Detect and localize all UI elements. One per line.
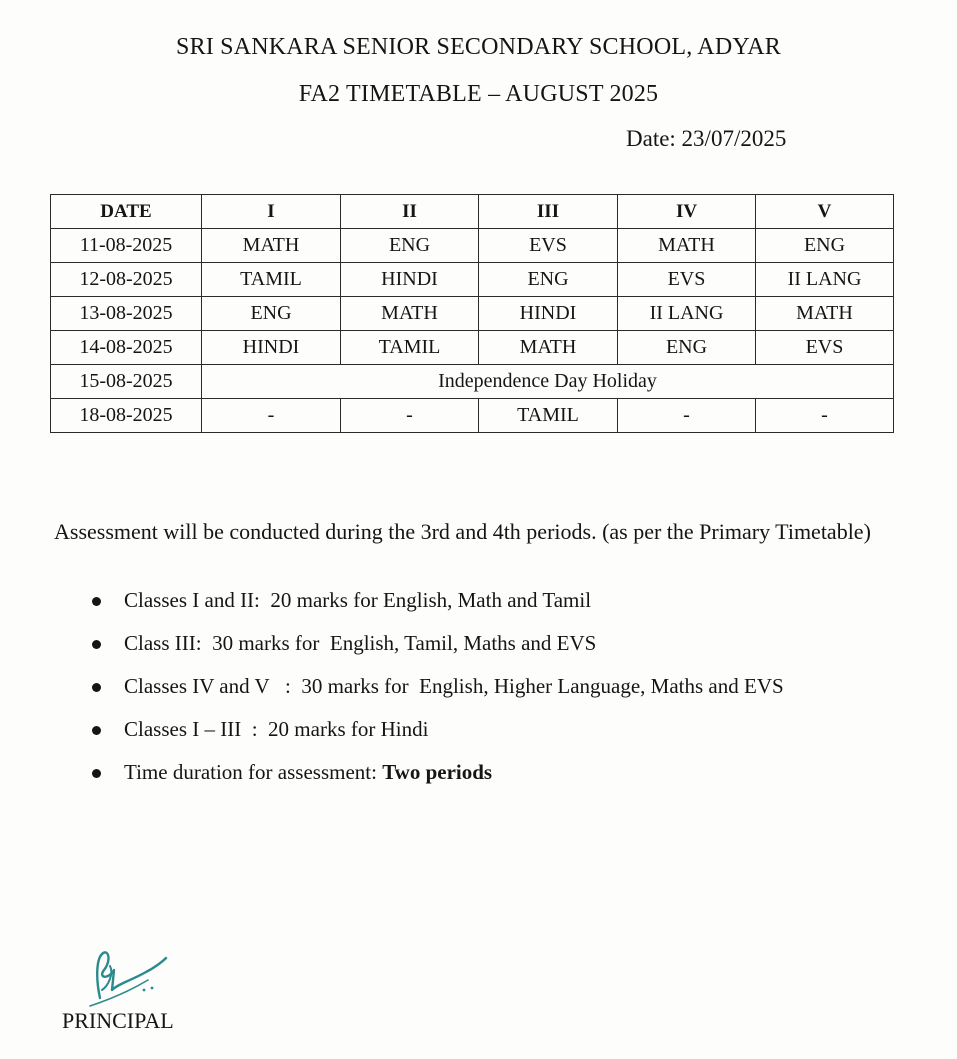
bullet-icon — [92, 769, 101, 778]
subject-cell: TAMIL — [479, 399, 618, 433]
list-item — [88, 631, 784, 674]
column-header-class-i: I — [202, 195, 341, 229]
subject-cell: MATH — [479, 331, 618, 365]
date-cell: 18-08-2025 — [51, 399, 202, 433]
subject-cell: EVS — [618, 263, 756, 297]
school-name: SRI SANKARA SENIOR SECONDARY SCHOOL, ADYAR — [176, 34, 781, 60]
list-item-text: Time duration for assessment: — [124, 760, 383, 784]
column-header-date: DATE — [51, 195, 202, 229]
subject-cell: - — [341, 399, 479, 433]
subject-cell: MATH — [756, 297, 894, 331]
marks-list — [88, 588, 784, 803]
list-item-text: Classes I and II: 20 marks for English, Math and Tamil — [124, 588, 592, 612]
subject-cell: ENG — [202, 297, 341, 331]
issue-date: Date: 23/07/2025 — [626, 126, 787, 151]
column-header-class-iv: IV — [618, 195, 756, 229]
table-row — [51, 229, 894, 263]
subject-cell: ENG — [479, 263, 618, 297]
bullet-icon — [92, 683, 101, 692]
subject-cell: TAMIL — [202, 263, 341, 297]
table-header-row — [51, 195, 894, 229]
table-row — [51, 399, 894, 433]
list-item-text: Classes IV and V : 30 marks for English, Higher Language, Maths and EVS — [124, 674, 784, 698]
subject-cell: HINDI — [341, 263, 479, 297]
subject-cell: ENG — [341, 229, 479, 263]
subject-cell: MATH — [341, 297, 479, 331]
subject-cell: HINDI — [202, 331, 341, 365]
duration-value: Two periods — [382, 760, 493, 784]
timetable-title: FA2 TIMETABLE – AUGUST 2025 — [298, 81, 659, 107]
subject-cell: EVS — [479, 229, 618, 263]
bullet-icon — [92, 640, 101, 649]
date-cell: 13-08-2025 — [51, 297, 202, 331]
subject-cell: II LANG — [756, 263, 894, 297]
column-header-class-ii: II — [341, 195, 479, 229]
list-item-text: Class III: 30 marks for English, Tamil, Maths and EVS — [124, 631, 597, 655]
assessment-note: Assessment will be conducted during the 3rd and 4th periods. (as per the Primary Timetable) — [54, 519, 871, 544]
subject-cell: ENG — [618, 331, 756, 365]
subject-cell: HINDI — [479, 297, 618, 331]
list-item — [88, 588, 784, 631]
holiday-cell: Independence Day Holiday — [202, 365, 894, 399]
list-item — [88, 674, 784, 717]
column-header-class-v: V — [756, 195, 894, 229]
subject-cell: ENG — [756, 229, 894, 263]
list-item — [88, 760, 784, 803]
subject-cell: - — [756, 399, 894, 433]
subject-cell: II LANG — [618, 297, 756, 331]
list-item-text: Classes I – III : 20 marks for Hindi — [124, 717, 429, 741]
date-cell: 12-08-2025 — [51, 263, 202, 297]
subject-cell: TAMIL — [341, 331, 479, 365]
bullet-icon — [92, 597, 101, 606]
date-cell: 11-08-2025 — [51, 229, 202, 263]
subject-cell: MATH — [202, 229, 341, 263]
subject-cell: - — [618, 399, 756, 433]
subject-cell: EVS — [756, 331, 894, 365]
subject-cell: MATH — [618, 229, 756, 263]
subject-cell: - — [202, 399, 341, 433]
date-cell: 14-08-2025 — [51, 331, 202, 365]
principal-signature — [88, 940, 188, 1010]
date-cell: 15-08-2025 — [51, 365, 202, 399]
table-row — [51, 263, 894, 297]
column-header-class-iii: III — [479, 195, 618, 229]
list-item — [88, 717, 784, 760]
timetable — [50, 194, 894, 433]
table-row — [51, 331, 894, 365]
table-row — [51, 297, 894, 331]
signatory-label: PRINCIPAL — [62, 1008, 174, 1033]
bullet-icon — [92, 726, 101, 735]
table-row-holiday — [51, 365, 894, 399]
